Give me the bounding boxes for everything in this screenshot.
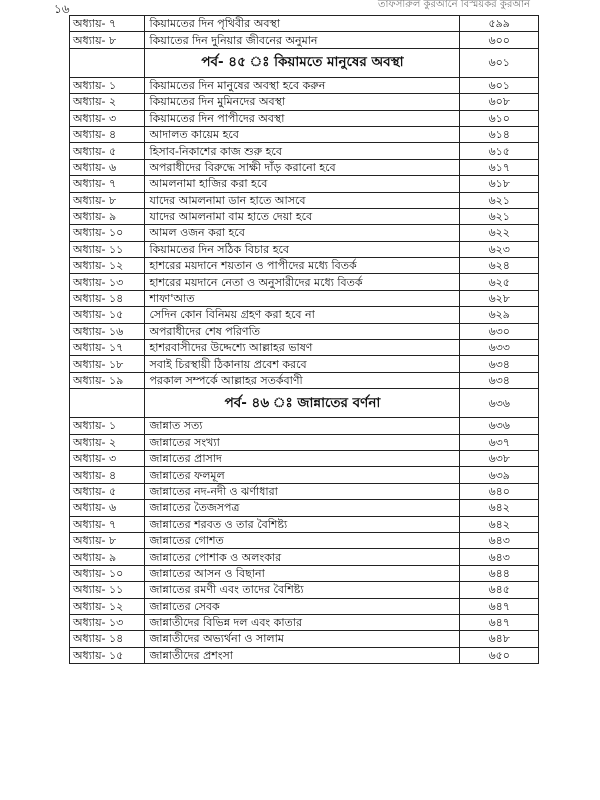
chapter-title: জান্নাতের তৈজসপত্র [145, 500, 460, 516]
chapter-number: অধ্যায়- ৮ [70, 532, 145, 548]
chapter-title: কিয়ামতের দিন পাপীদের অবস্থা [145, 110, 460, 126]
chapter-title: জান্নাতের পোশাক ও অলংকার [145, 549, 460, 565]
chapter-number: অধ্যায়- ১ [70, 418, 145, 434]
page-ref: ৬১৫ [460, 143, 539, 159]
page-ref: ৬১০ [460, 110, 539, 126]
table-row [70, 307, 539, 323]
table-row [70, 143, 539, 159]
page-ref: ৬২৩ [460, 241, 539, 257]
chapter-title: জান্নাতের সেবক [145, 598, 460, 614]
chapter-number: অধ্যায়- ১ [70, 77, 145, 93]
page-ref: ৬৪৮ [460, 631, 539, 647]
page-ref: ৬৩৩ [460, 340, 539, 356]
page-ref: ৬৪২ [460, 516, 539, 532]
chapter-title: পরকাল সম্পর্কে আল্লাহর সতর্কবাণী [145, 372, 460, 388]
table-row [70, 372, 539, 388]
chapter-number: অধ্যায়- ৬ [70, 500, 145, 516]
table-row [70, 356, 539, 372]
page-ref: ৬৩৪ [460, 372, 539, 388]
chapter-number: অধ্যায়- ১৪ [70, 631, 145, 647]
chapter-number: অধ্যায়- ১৭ [70, 340, 145, 356]
page-ref: ৬১৮ [460, 176, 539, 192]
chapter-title: কিয়ামতের দিন মুমিনদের অবস্থা [145, 94, 460, 110]
page-ref: ৬৩৮ [460, 450, 539, 466]
table-row [70, 32, 539, 48]
chapter-number: অধ্যায়- ১৬ [70, 323, 145, 339]
page-ref: ৬২৮ [460, 290, 539, 306]
table-row [70, 258, 539, 274]
page-ref: ৬১৭ [460, 159, 539, 175]
page-ref: ৬০১ [460, 77, 539, 93]
page-ref: ৬৪০ [460, 483, 539, 499]
table-of-contents [69, 15, 539, 664]
chapter-title: যাদের আমলনামা বাম হাতে দেয়া হবে [145, 208, 460, 224]
chapter-number: অধ্যায়- ১৩ [70, 614, 145, 630]
part-heading-row [70, 48, 539, 77]
running-head: তাফসীরুল কুরআনে বিস্ময়কর কুরআন [378, 0, 530, 10]
table-row [70, 340, 539, 356]
page-ref: ৬৪৫ [460, 582, 539, 598]
table-row [70, 614, 539, 630]
chapter-title: জান্নাত সত্য [145, 418, 460, 434]
page-ref: ৬২৯ [460, 307, 539, 323]
chapter-number: অধ্যায়- ৭ [70, 176, 145, 192]
chapter-title: জান্নাতের ফলমূল [145, 467, 460, 483]
table-row [70, 434, 539, 450]
page-ref: ৬৩৯ [460, 467, 539, 483]
page-ref: ৬৪৪ [460, 565, 539, 581]
table-row [70, 323, 539, 339]
chapter-number: অধ্যায়- ১০ [70, 225, 145, 241]
part-title: পর্ব- ৪৬ ঃ জান্নাতের বর্ণনা [145, 389, 460, 418]
chapter-title: হাশরের ময়দানে নেতা ও অনুসারীদের মধ্যে বিতর্ক [145, 274, 460, 290]
chapter-number: অধ্যায়- ৯ [70, 549, 145, 565]
chapter-number: অধ্যায়- ৮ [70, 32, 145, 48]
chapter-title: জান্নাতের শরবত ও তার বৈশিষ্ট্য [145, 516, 460, 532]
page-ref: ৬৪৭ [460, 614, 539, 630]
chapter-number: অধ্যায়- ৪ [70, 467, 145, 483]
table-row [70, 176, 539, 192]
table-row [70, 532, 539, 548]
chapter-number: অধ্যায়- ২ [70, 434, 145, 450]
chapter-number: অধ্যায়- ১০ [70, 565, 145, 581]
table-row [70, 274, 539, 290]
chapter-number: অধ্যায়- ১৫ [70, 307, 145, 323]
table-row [70, 582, 539, 598]
chapter-number: অধ্যায়- ৫ [70, 143, 145, 159]
chapter-number: অধ্যায়- ১২ [70, 598, 145, 614]
chapter-title: জান্নাতীদের বিভিন্ন দল এবং কাতার [145, 614, 460, 630]
chapter-title: আদালত কায়েম হবে [145, 126, 460, 142]
toc-body [70, 16, 539, 664]
page-ref: ৬৪২ [460, 500, 539, 516]
chapter-title: সেদিন কোন বিনিময় গ্রহণ করা হবে না [145, 307, 460, 323]
chapter-title: কিয়াতের দিন দুনিয়ার জীবনের অনুমান [145, 32, 460, 48]
chapter-title: সবাই চিরস্থায়ী ঠিকানায় প্রবেশ করবে [145, 356, 460, 372]
chapter-title: হাশরবাসীদের উদ্দেশ্যে আল্লাহর ভাষণ [145, 340, 460, 356]
page-ref: ৬৩৭ [460, 434, 539, 450]
chapter-number: অধ্যায়- ৭ [70, 16, 145, 32]
page-ref: ৬১৪ [460, 126, 539, 142]
table-row [70, 631, 539, 647]
page-ref: ৬২১ [460, 208, 539, 224]
chapter-number: অধ্যায়- ৩ [70, 450, 145, 466]
page-ref: ৬৪৩ [460, 532, 539, 548]
chapter-title: জান্নাতের প্রাসাদ [145, 450, 460, 466]
chapter-title: জান্নাতের নদ-নদী ও ঝর্ণাধারা [145, 483, 460, 499]
chapter-title: হিসাব-নিকাশের কাজ শুরু হবে [145, 143, 460, 159]
page-ref: ৬৩৬ [460, 418, 539, 434]
page-ref: ৬০১ [460, 48, 539, 77]
table-row [70, 598, 539, 614]
chapter-number: অধ্যায়- ১১ [70, 241, 145, 257]
table-row [70, 290, 539, 306]
table-row [70, 159, 539, 175]
chapter-title: শাফা'আত [145, 290, 460, 306]
chapter-number: অধ্যায়- ৮ [70, 192, 145, 208]
chapter-number [70, 48, 145, 77]
page-header [0, 0, 600, 16]
table-row [70, 241, 539, 257]
part-title: পর্ব- ৪৫ ঃ কিয়ামতে মানুষের অবস্থা [145, 48, 460, 77]
chapter-number: অধ্যায়- ১২ [70, 258, 145, 274]
page-ref: ৬৪৭ [460, 598, 539, 614]
table-row [70, 110, 539, 126]
chapter-title: জান্নাতের গোশত [145, 532, 460, 548]
chapter-title: কিয়ামতের দিন সঠিক বিচার হবে [145, 241, 460, 257]
page-ref: ৬৩৪ [460, 356, 539, 372]
table-row [70, 225, 539, 241]
chapter-number: অধ্যায়- ৫ [70, 483, 145, 499]
table-row [70, 126, 539, 142]
chapter-number: অধ্যায়- ৩ [70, 110, 145, 126]
table-row [70, 16, 539, 32]
table-row [70, 500, 539, 516]
chapter-number: অধ্যায়- ১৮ [70, 356, 145, 372]
chapter-title: কিয়ামতের দিন মানুষের অবস্থা হবে করুন [145, 77, 460, 93]
chapter-title: যাদের আমলনামা ডান হাতে আসবে [145, 192, 460, 208]
chapter-number: অধ্যায়- ১৩ [70, 274, 145, 290]
page-ref: ৬৩৬ [460, 389, 539, 418]
table-row [70, 77, 539, 93]
page-ref: ৬০০ [460, 32, 539, 48]
page-ref: ৬২৫ [460, 274, 539, 290]
chapter-title: হাশরের ময়দানে শয়তান ও পাপীদের মধ্যে বিতর্ক [145, 258, 460, 274]
chapter-title: অপরাধীদের বিরুদ্ধে সাক্ষী দাঁড় করানো হবে [145, 159, 460, 175]
page-ref: ৬০৮ [460, 94, 539, 110]
page-ref: ৫৯৯ [460, 16, 539, 32]
chapter-title: জান্নাতের রমণী এবং তাদের বৈশিষ্ট্য [145, 582, 460, 598]
chapter-number: অধ্যায়- ২ [70, 94, 145, 110]
chapter-number: অধ্যায়- ১১ [70, 582, 145, 598]
table-row [70, 549, 539, 565]
page-ref: ৬২২ [460, 225, 539, 241]
chapter-number: অধ্যায়- ১৪ [70, 290, 145, 306]
page-ref: ৬৪৩ [460, 549, 539, 565]
chapter-title: জান্নাতীদের প্রশংসা [145, 647, 460, 663]
chapter-number: অধ্যায়- ৪ [70, 126, 145, 142]
part-heading-row [70, 389, 539, 418]
chapter-number: অধ্যায়- ৬ [70, 159, 145, 175]
table-row [70, 192, 539, 208]
page-ref: ৬২১ [460, 192, 539, 208]
table-row [70, 565, 539, 581]
chapter-title: কিয়ামতের দিন পৃথিবীর অবস্থা [145, 16, 460, 32]
page-ref: ৬৩০ [460, 323, 539, 339]
table-row [70, 208, 539, 224]
chapter-title: জান্নাতীদের অভ্যর্থনা ও সালাম [145, 631, 460, 647]
page-ref: ৬৫০ [460, 647, 539, 663]
table-row [70, 467, 539, 483]
chapter-title: অপরাধীদের শেষ পরিণতি [145, 323, 460, 339]
table-row [70, 516, 539, 532]
table-row [70, 647, 539, 663]
table-row [70, 94, 539, 110]
chapter-number: অধ্যায়- ১৫ [70, 647, 145, 663]
page-ref: ৬২৪ [460, 258, 539, 274]
chapter-title: আমলনামা হাজির করা হবে [145, 176, 460, 192]
chapter-title: জান্নাতের আসন ও বিছানা [145, 565, 460, 581]
chapter-title: আমল ওজন করা হবে [145, 225, 460, 241]
page-number: ১৬ [54, 2, 70, 16]
table-row [70, 418, 539, 434]
table-row [70, 450, 539, 466]
chapter-number [70, 389, 145, 418]
chapter-title: জান্নাতের সংখ্যা [145, 434, 460, 450]
chapter-number: অধ্যায়- ১৯ [70, 372, 145, 388]
table-row [70, 483, 539, 499]
chapter-number: অধ্যায়- ৭ [70, 516, 145, 532]
chapter-number: অধ্যায়- ৯ [70, 208, 145, 224]
